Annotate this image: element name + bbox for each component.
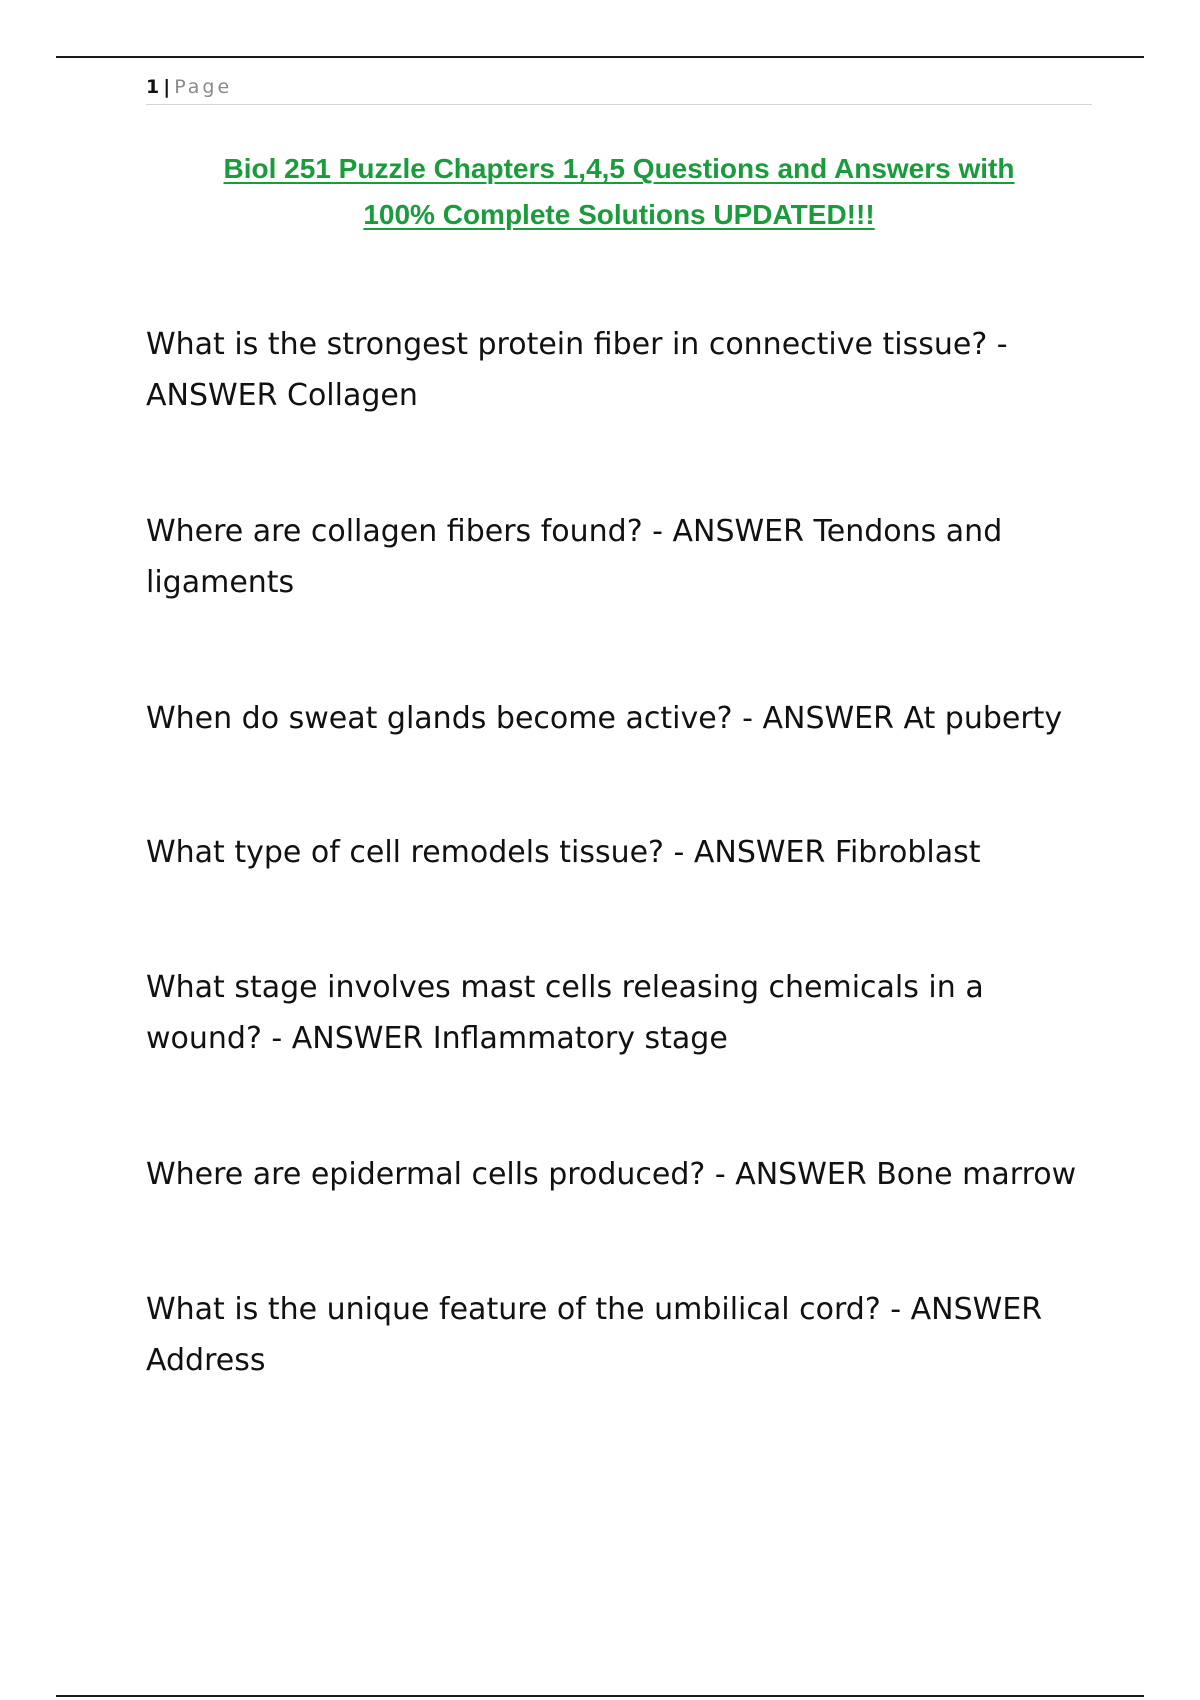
bottom-rule <box>56 1695 1144 1697</box>
page-header <box>146 74 1092 105</box>
title-line-2: 100% Complete Solutions UPDATED!!! <box>363 199 875 230</box>
qa-item: What type of cell remodels tissue? - ANSWER Fibroblast <box>146 835 981 870</box>
title-line-1: Biol 251 Puzzle Chapters 1,4,5 Questions and Answers with <box>223 153 1015 184</box>
top-rule <box>56 56 1144 58</box>
page-number: 1 <box>146 76 160 98</box>
page-word: Page <box>174 76 233 98</box>
qa-item: Where are collagen fibers found? - ANSWER Tendons and ligaments <box>146 514 1003 600</box>
qa-item: Where are epidermal cells produced? - ANSWER Bone marrow <box>146 1157 1077 1192</box>
qa-item: What is the strongest protein fiber in connective tissue? - ANSWER Collagen <box>146 327 1008 413</box>
page-separator: | <box>163 76 171 98</box>
qa-item: What is the unique feature of the umbilical cord? - ANSWER Address <box>146 1292 1043 1378</box>
document-title <box>146 146 1092 238</box>
qa-item: What stage involves mast cells releasing chemicals in a wound? - ANSWER Inflammatory stage <box>146 970 984 1056</box>
qa-item: When do sweat glands become active? - ANSWER At puberty <box>146 701 1063 736</box>
